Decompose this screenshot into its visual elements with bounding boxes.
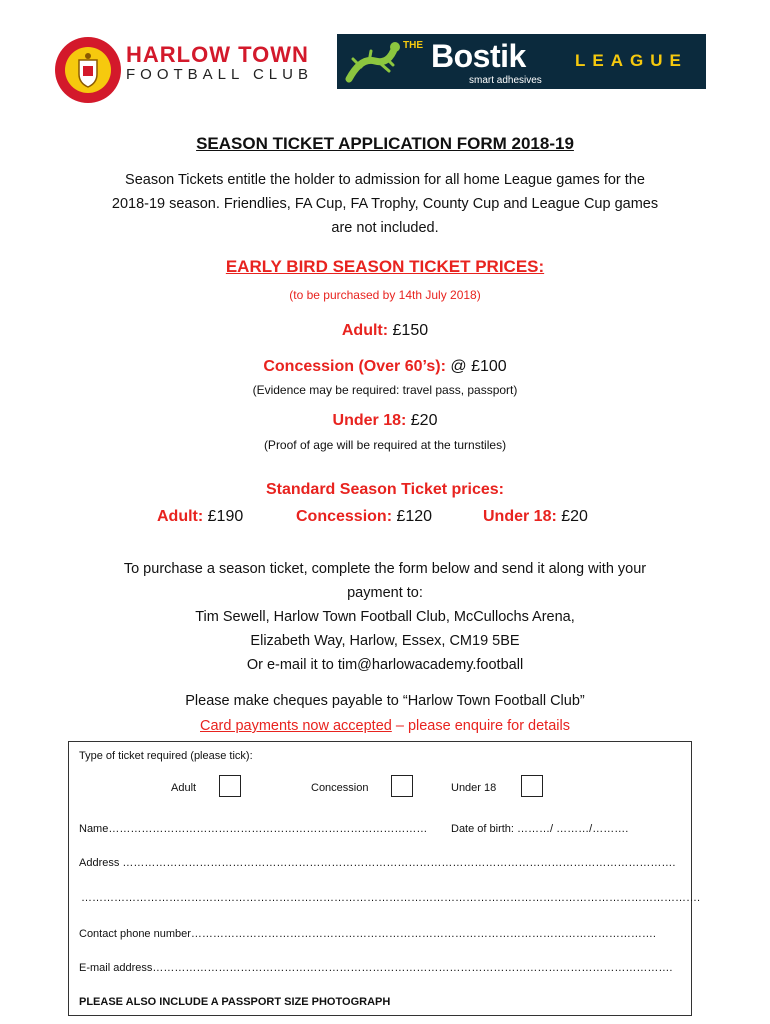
gecko-icon [341,37,401,87]
under18-checkbox[interactable] [521,775,543,797]
price-value: £190 [207,508,244,525]
adult-checkbox[interactable] [219,775,241,797]
address-line-2-field[interactable]: ……………………………………………………………………………………………………………………………………………………. [81,892,701,904]
club-name: HARLOW TOWN [126,42,309,67]
early-adult-price [0,322,770,340]
standard-adult-price [157,508,243,526]
price-value: £150 [392,322,429,339]
card-payments-rest: – please enquire for details [391,718,570,734]
application-form [68,741,701,1016]
photo-requirement-note: PLEASE ALSO INCLUDE A PASSPORT SIZE PHOTOGRAPH [79,996,391,1008]
option-concession-label: Concession [311,782,369,794]
cheque-instructions: Please make cheques payable to “Harlow Town Football Club” [185,693,585,709]
early-bird-deadline: (to be purchased by 14th July 2018) [289,288,481,302]
purchase-line: Tim Sewell, Harlow Town Football Club, McCullochs Arena, [195,609,575,625]
ticket-type-label: Type of ticket required (please tick): [79,750,253,762]
league-name: Bostik [431,38,526,74]
league-word: LEAGUE [575,51,688,70]
name-field[interactable]: Name…………………………………………………………………………… [79,823,428,835]
standard-prices-heading: Standard Season Ticket prices: [265,481,504,498]
intro-line: 2018-19 season. Friendlies, FA Cup, FA Trophy, County Cup and League Cup games [111,196,659,212]
card-payments-link[interactable]: Card payments now accepted [200,718,392,734]
purchase-line: Elizabeth Way, Harlow, Essex, CM19 5BE [250,633,520,649]
price-label: Adult: [341,322,389,339]
price-value: £20 [410,412,438,429]
address-field[interactable]: Address ……………………………………………………………………………………………………………………………………. [79,857,676,869]
price-value: @ £100 [450,358,507,375]
intro-line: Season Tickets entitle the holder to admission for all home League games for the [125,172,645,188]
option-under18-label: Under 18 [451,782,497,794]
league-the: THE [403,40,423,51]
price-label: Adult: [157,508,204,525]
intro-text [0,168,770,240]
concession-evidence-note: (Evidence may be required: travel pass, passport) [252,383,518,397]
price-label: Concession (Over 60’s): [263,358,446,375]
under18-proof-note: (Proof of age will be required at the turnstiles) [263,438,507,452]
purchase-line: payment to: [347,585,423,601]
date-of-birth-field[interactable]: Date of birth: ………/ ………/………. [451,823,629,835]
club-crest-logo [54,36,122,104]
purchase-email-line: Or e-mail it to tim@harlowacademy.football [246,657,524,673]
standard-concession-price [296,508,432,526]
purchase-instructions [0,557,770,677]
option-adult-label: Adult [171,782,197,794]
price-value: £120 [396,508,433,525]
card-payment-line [0,718,770,734]
price-value: £20 [561,508,588,525]
league-tagline: smart adhesives [469,75,542,86]
price-label: Concession: [296,508,393,525]
price-label: Under 18: [332,412,407,429]
club-name-sub: FOOTBALL CLUB [126,66,313,83]
price-label: Under 18: [483,508,557,525]
contact-phone-field[interactable]: Contact phone number………………………………………………………………………………………………………………. [79,928,656,940]
concession-checkbox[interactable] [391,775,413,797]
purchase-line: To purchase a season ticket, complete the form below and send it along with your [123,561,647,577]
intro-line: are not included. [331,220,439,236]
early-under18-price [0,412,770,430]
league-sponsor-logo [337,34,706,89]
standard-under18-price [483,508,588,526]
page-title: SEASON TICKET APPLICATION FORM 2018-19 [196,134,574,153]
early-bird-heading: EARLY BIRD SEASON TICKET PRICES: [225,257,545,276]
email-field[interactable]: E-mail address……………………………………………………………………………………………………………………………. [79,962,673,974]
early-concession-price [0,358,770,376]
